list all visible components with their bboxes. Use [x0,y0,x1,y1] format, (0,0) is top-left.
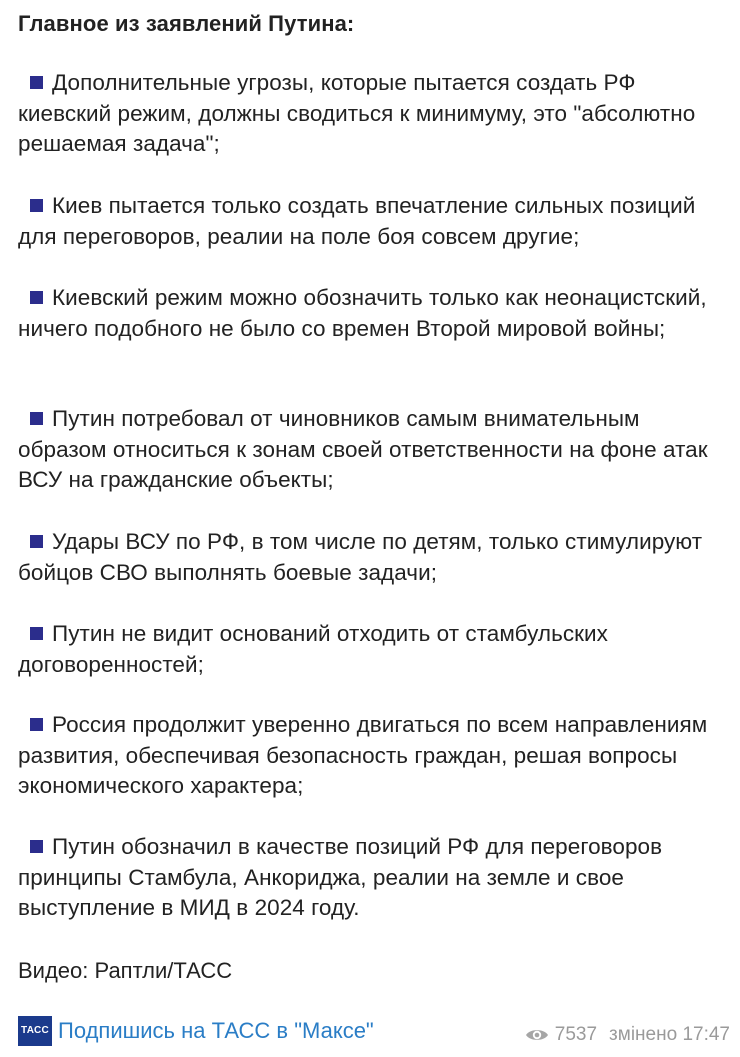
list-item [18,68,728,160]
tass-logo: ТАСС [18,1016,52,1046]
subscribe-link[interactable]: Подпишись на ТАСС в "Максе" [58,1018,374,1043]
list-item-text: Путин потребовал от чиновников самым внимательным образом относиться к зонам своей ответственности на фоне атак ВСУ на гражданские объекты; [18,406,708,492]
blue-square-icon [30,412,43,425]
blue-square-icon [30,718,43,731]
view-count: 7537 [554,1024,598,1045]
blue-square-icon [30,627,43,640]
eye-icon [525,1026,549,1050]
list-item-text: Россия продолжит уверенно двигаться по всем направлениям развития, обеспечивая безопасность граждан, решая вопросы экономического характера; [18,712,708,798]
list-item [18,527,728,588]
list-item [18,404,728,496]
blue-square-icon [30,76,43,89]
blue-square-icon [30,199,43,212]
blue-square-icon [30,291,43,304]
list-item-text: Удары ВСУ по РФ, в том числе по детям, только стимулируют бойцов СВО выполнять боевые задачи; [18,529,703,585]
list-item [18,832,728,924]
edited-label: змінено [609,1024,678,1045]
list-item-text: Путин не видит оснований отходить от стамбульских договоренностей; [18,621,608,677]
post-time: 17:47 [682,1024,730,1045]
post-meta [525,1023,730,1050]
video-credit: Видео: Раптли/ТАСС [18,958,233,983]
list-item-text: Дополнительные угрозы, которые пытается создать РФ киевский режим, должны сводиться к минимуму, это "абсолютно решаемая задача"; [18,70,696,156]
post-title: Главное из заявлений Путина: [18,11,355,36]
list-item-text: Киевский режим можно обозначить только как неонацистский, ничего подобного не было со времен Второй мировой войны; [18,285,707,341]
blue-square-icon [30,840,43,853]
list-item-text: Киев пытается только создать впечатление сильных позиций для переговоров, реалии на поле боя совсем другие; [18,193,696,249]
list-item [18,619,728,680]
list-item [18,191,728,252]
list-item [18,283,728,344]
post-footer [18,1014,730,1050]
list-item-text: Путин обозначил в качестве позиций РФ для переговоров принципы Стамбула, Анкориджа, реалии на земле и свое выступление в МИД в 2024 году. [18,834,663,920]
blue-square-icon [30,535,43,548]
list-item [18,710,728,802]
